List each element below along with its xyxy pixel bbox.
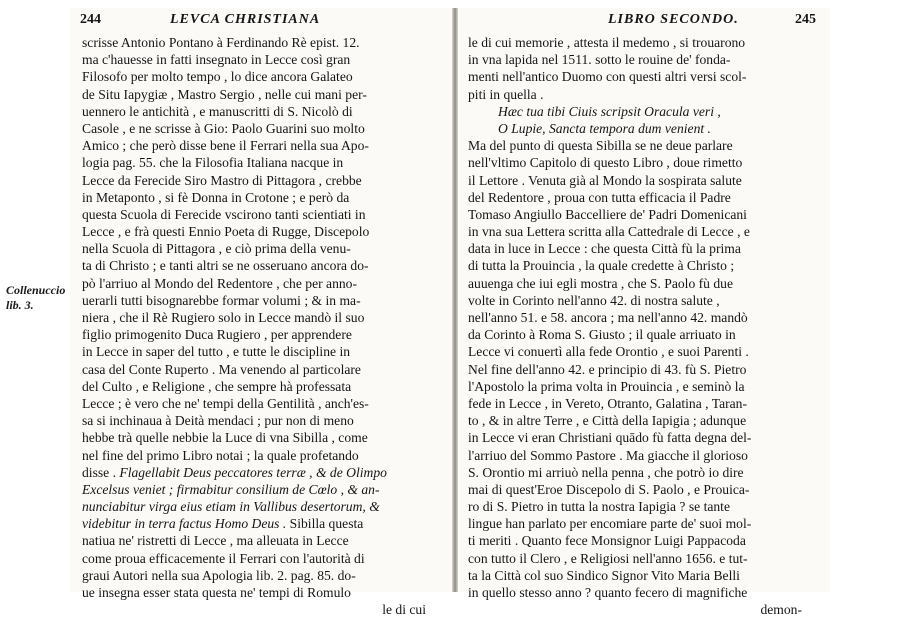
margin-note-line: lib. 3. [6,298,34,312]
left-page-text [82,34,444,618]
left-page [70,8,452,618]
text-line: del Culto , e Religione , che sempre hà professata [82,378,352,394]
text-line: graui Autori nella sua Apologia lib. 2. pag. 85. do- [82,567,356,583]
text-line: del Redentore , proua con tutta efficacia il Padre [468,189,731,205]
text-line: nel fine del primo Libro notai ; la quale profetando [82,447,359,463]
text-line: ro di S. Pietro in tutta la nostra Iapigia ? se tante [468,499,730,515]
text-line: in quello stesso anno ? quanto fecero di magnifiche [468,585,748,600]
text-line: ti meriti . Quanto fece Monsignor Luigi Pappacoda [468,533,746,549]
text-line: il Lettore . Venuta già al Mondo la sospirata salute [468,172,742,188]
text-line: menti nell'antico Duomo con questi altri versi scol- [468,69,747,85]
text-line: uennero le antichità , e manuscritti di S. Nicolò di [82,103,353,119]
text-line: natiua ne' ristretti di Lecce , ma alleuata in Lecce [82,533,349,549]
text-line: di tutta la Prouincia , la quale credette à Christo ; [468,258,735,274]
text-line: l'arriuo del Sommo Pastore . Ma giacche il glorioso [468,447,748,463]
left-page-number: 244 [80,12,101,27]
right-running-title: LIBRO SECONDO. [608,12,739,27]
text-line: scrisse Antonio Pontano à Ferdinando Rè epist. 12. [82,35,360,50]
text-line: mai di quest'Eroe Discepolo di S. Paolo , e Prouica- [468,481,750,497]
text-line: Amico ; che però disse bene il Ferrari nella sua Apo- [82,138,369,154]
text-line: le di cui [382,602,426,618]
text-line: con tutto il Clero , e Religiosi nell'anno 1656. e tut- [468,550,748,566]
text-line: fede in Lecce , in Vereto, Otranto, Galatina , Taran- [468,395,747,411]
text-line: ta la Città col suo Sindico Signor Vito Maria Belli [468,567,740,583]
text-line: casa del Conte Ruperto . Ma venendo al particolare [82,361,361,377]
left-running-title: LEVCA CHRISTIANA [170,12,321,27]
text-line: Lecce ; è vero che ne' tempi della Gentilità , anch'es- [82,395,369,411]
text-line: le di cui memorie , attesta il medemo , si trouarono [468,35,746,50]
text-line: come proua efficacemente il Ferrari con l'autorità di [82,550,365,566]
right-page-number: 245 [795,12,816,27]
text-line: in Lecce in saper del tutto , e tutte le discipline in [82,344,351,360]
text-line: Tomaso Angiullo Baccelliere de' Padri Domenicani [468,206,747,222]
text-line: ue insegna esser stata questa ne' tempi di Romulo [82,585,351,600]
text-line: lingue han parlato per encomiare parte de' suoi mol- [468,516,752,532]
text-line: demon- [760,602,802,618]
text-line: ta di Christo ; e tanti altri se ne osseruano ancora do- [82,258,369,274]
text-line: disse . Flagellabit Deus peccatores terræ , & de Olimpo [82,464,387,480]
text-line: videbitur in terra factus Homo Deus . Sibilla questa [82,516,364,532]
text-line: in Lecce vi eran Christiani quādo fù fatta degna del- [468,430,752,446]
text-line: Nel fine dell'anno 42. e principio di 43. fù S. Pietro [468,361,747,377]
text-line: uerarli tutti bisognarebbe formar volumi ; & in ma- [82,292,361,308]
text-line: de Situ Iapygiæ , Mastro Sergio , nelle cui mani per- [82,86,367,102]
text-line: Excelsus veniet ; firmabitur consilium de Cœlo , & an- [82,481,380,497]
text-line: nunciabitur virga eius etiam in Vallibus desertorum, & [82,499,380,515]
text-line: pò l'arriuo al Mondo del Redentore , che per anno- [82,275,357,291]
text-line: S. Orontio mi arriuò nella penna , che potrò io dire [468,464,744,480]
text-line: da Corinto à Roma S. Giusto ; il quale arriuato in [468,327,736,343]
text-line: Ma del punto di questa Sibilla se ne deue parlare [468,138,733,154]
text-line: nella Scuola di Pittagora , e ciò prima della venu- [82,241,351,257]
text-line: nell'anno 51. e 58. ancora ; ma nell'anno 42. mandò [468,310,748,325]
text-line: Lecce , e frà questi Ennio Poeta di Rugge, Discepolo [82,224,370,240]
text-line: volte in Corinto nell'anno 42. di nostra salute , [468,292,720,308]
text-line: figlio primogenito Duca Rugiero , per apprendere [82,327,352,343]
margin-note-line: Collenuccio [6,283,66,297]
text-line: Filosofo per molto tempo , lo dice ancora Galateo [82,69,353,85]
text-line: questa Scuola di Ferecide vscirono tanti scientiati in [82,206,366,222]
text-line: in Metaponto , si fè Donna in Crotone ; e però da [82,189,350,205]
text-line: piti in quella . [468,86,544,102]
right-running-head [468,12,822,30]
text-line: Lecce da Ferecide Siro Mastro di Pittagora , crebbe [82,172,362,188]
text-line: nell'vltimo Capitolo di questo Libro , doue rimetto [468,155,743,171]
text-line: hebbe trà quelle nebbie la Luce di vna Sibilla , come [82,430,368,446]
text-line: Lecce vi conuertì alla fede Orontio , e suoi Parenti . [468,344,749,360]
text-line: in vna sua Lettera scritta alla Cattedrale di Lecce , e [468,224,750,240]
text-line: auuenga che iui egli mostra , che S. Paolo fù due [468,275,734,291]
text-line: niera , che il Rè Rugiero solo in Lecce mandò il suo [82,310,365,325]
right-page-text [468,34,820,618]
text-line: logia pag. 55. che la Filosofia Italiana nacque in [82,155,344,171]
text-line: Casole , e ne scrisse à Gio: Paolo Guarini suo molto [82,120,365,136]
text-line: O Lupie, Sancta tempora dum venient . [498,120,711,136]
text-line: sa si inchinaua à Deità mendaci ; pur non di meno [82,413,354,429]
text-line: ma c'hauesse in fatti insegnato in Lecce così gran [82,52,351,68]
text-line: data in luce in Lecce : che questa Città fù la prima [468,241,741,257]
text-line: l'Apostolo la prima volta in Prouincia , e seminò la [468,378,745,394]
right-page [458,8,830,618]
left-running-head [80,12,444,30]
margin-note [6,283,65,313]
text-line: Hæc tua tibi Ciuis scripsit Oracula veri , [498,103,721,119]
text-line: in vna lapida nel 1511. sotto le rouine de' fonda- [468,52,731,68]
text-line: to , & in altre Terre , e Città della Iapigia ; adunque [468,413,747,429]
